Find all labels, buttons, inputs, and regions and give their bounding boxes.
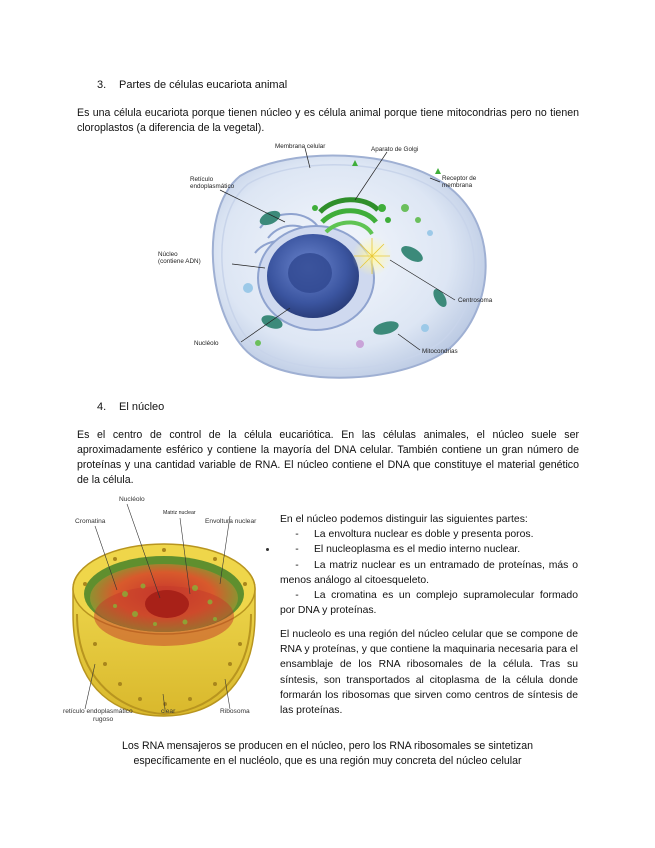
nucleus-figure bbox=[55, 494, 273, 726]
section4-number: 4. bbox=[97, 401, 107, 413]
label-pore: clear bbox=[161, 708, 176, 715]
final-note-line1: Los RNA mensajeros se producen en el núcleo, pero los RNA ribosomales se sintetizan bbox=[121, 740, 534, 752]
label-nucleolus-nuc: Nucléolo bbox=[119, 496, 145, 503]
final-note-line2: específicamente en el nucléolo, que es una región muy concreta del núcleo celular bbox=[133, 755, 522, 767]
final-note bbox=[60, 739, 595, 769]
section4-heading bbox=[97, 401, 164, 413]
label-rer-2: rugoso bbox=[93, 716, 114, 723]
label-chromatin: Cromatina bbox=[75, 518, 106, 525]
list-item: - La matriz nuclear es un entramado de proteínas, más o menos análogo al citoesqueleto. bbox=[280, 559, 578, 586]
label-receptor-1: Receptor de bbox=[442, 175, 477, 182]
label-nucleolus-cell: Nucléolo bbox=[194, 340, 219, 347]
label-envelope: Envoltura nuclear bbox=[205, 518, 257, 525]
label-er-1: Retículo bbox=[190, 176, 214, 183]
label-matrix: Matriz nuclear bbox=[163, 510, 196, 516]
nucleus-illustration bbox=[55, 494, 273, 726]
section4-title: El núcleo bbox=[119, 401, 165, 413]
section4-paragraph: Es el centro de control de la célula eucariótica. En las células animales, el núcleo suele ser aproximadamente esférico y contiene la mayoría del DNA celular. También contiene un gran número de proteínas y una cantidad variable de RNA. El núcleo contiene el DNA que constituye el material genético de la célula. bbox=[77, 429, 579, 486]
section3-paragraph: Es una célula eucariota porque tienen núcleo y es célula animal porque tiene mitocondrias pero no tienen cloroplastos (a diferencia de la vegetal). bbox=[77, 107, 579, 134]
cell-figure bbox=[150, 138, 510, 386]
list-item: - La envoltura nuclear es doble y presenta poros. bbox=[295, 529, 534, 541]
label-centrosome: Centrosoma bbox=[458, 297, 493, 304]
section3-heading bbox=[97, 79, 287, 91]
section3-number: 3. bbox=[97, 79, 107, 91]
label-rer-1: retículo endoplasmático bbox=[63, 708, 133, 715]
label-nucleus-2: (contiene ADN) bbox=[158, 258, 201, 265]
label-receptor-2: membrana bbox=[442, 182, 473, 189]
parts-list bbox=[280, 512, 578, 618]
label-ribosome: Ribosoma bbox=[220, 708, 250, 715]
list-item: - El nucleoplasma es el medio interno nuclear. bbox=[295, 544, 521, 556]
label-mitochondria: Mitocondrias bbox=[422, 348, 458, 355]
list-item: - La cromatina es un complejo supramolecular formado por DNA y proteínas. bbox=[280, 590, 578, 617]
parts-intro: En el núcleo podemos distinguir las siguientes partes: bbox=[280, 514, 528, 525]
label-nucleus-1: Núcleo bbox=[158, 251, 178, 258]
label-er-2: endoplasmático bbox=[190, 183, 235, 190]
label-golgi: Aparato de Golgi bbox=[371, 146, 419, 153]
label-membrane: Membrana celular bbox=[275, 143, 326, 150]
section3-title: Partes de células eucariota animal bbox=[119, 79, 288, 91]
nucleolus-paragraph: El nucleolo es una región del núcleo celular que se compone de RNA y proteínas, y que contiene la maquinaria necesaria para el ensamblaje de los RNA ribosomales de la célula. Tras su síntesis, son transportados al citoplasma de la célula donde formarán los ribosomas que sirven como centros de síntesis de las proteínas. bbox=[280, 629, 578, 717]
bullet-dot bbox=[266, 548, 269, 551]
